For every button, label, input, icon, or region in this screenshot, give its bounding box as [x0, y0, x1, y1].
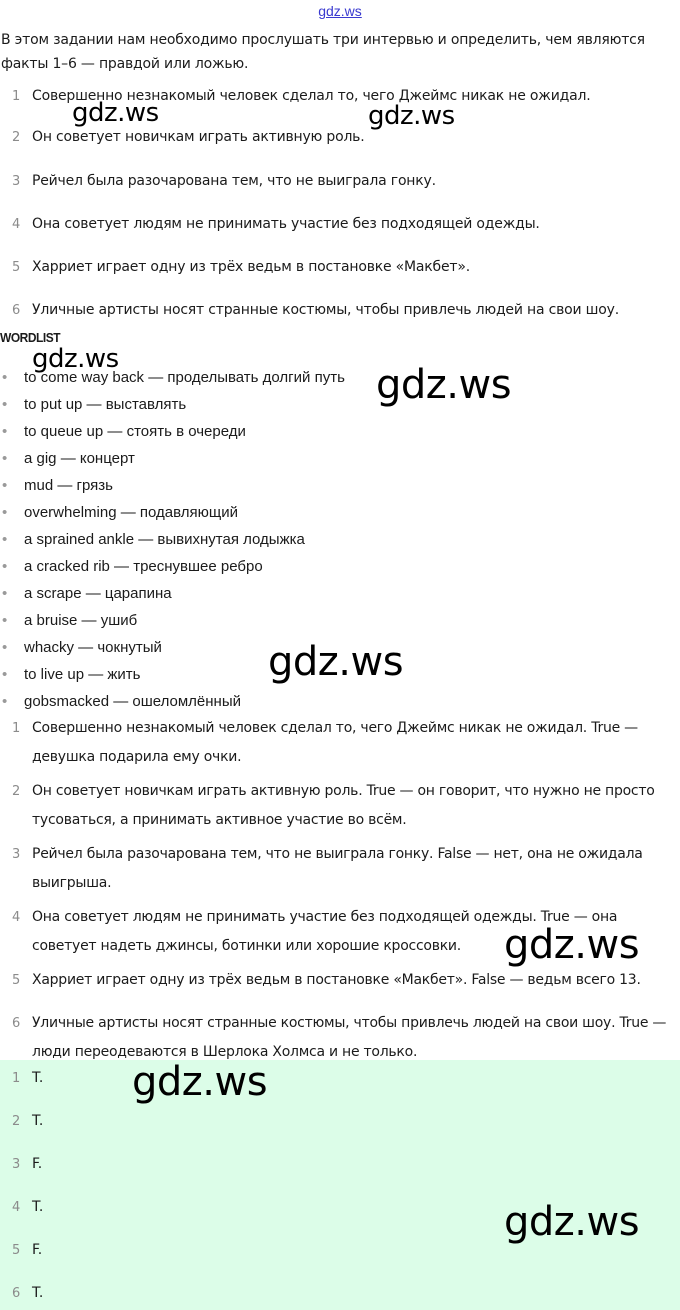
answer-text: Она советует людям не принимать участие без подходящей одежды. True — она советует надеть джинсы, ботинки или хорошие кроссовки.: [32, 909, 618, 954]
answer-text: Уличные артисты носят странные костюмы, чтобы привлечь людей на свои шоу. True — люди переодеваются в Шерлока Холмса и не только.: [32, 1015, 667, 1060]
wordlist-item: [2, 449, 672, 469]
wordlist-item: [2, 476, 672, 496]
bullet-icon: •: [2, 639, 8, 656]
wordlist-heading: WORDLIST: [0, 330, 61, 345]
bullet-icon: •: [2, 558, 8, 575]
answer-item: [12, 840, 680, 898]
bullet-icon: •: [2, 585, 8, 602]
statement-number: 4: [12, 217, 21, 232]
wordlist-item: [2, 503, 672, 523]
final-answers-block: [0, 1060, 680, 1310]
wordlist-text: a scrape — царапина: [24, 585, 172, 602]
wordlist-text: gobsmacked — ошеломлённый: [24, 693, 242, 710]
statement-number: 3: [12, 174, 21, 189]
final-answer-number: 4: [12, 1200, 21, 1215]
wordlist-text: to live up — жить: [24, 666, 141, 683]
final-answer-item: [12, 1154, 42, 1175]
final-answer-item: [12, 1240, 42, 1261]
final-answer-value: F.: [32, 1242, 43, 1258]
bullet-icon: •: [2, 693, 8, 710]
bullet-icon: •: [2, 531, 8, 548]
bullet-icon: •: [2, 666, 8, 683]
answer-number: 2: [12, 784, 21, 799]
wordlist-text: a bruise — ушиб: [24, 612, 138, 629]
bullet-icon: •: [2, 477, 8, 494]
wordlist-text: overwhelming — подавляющий: [24, 504, 238, 521]
final-answer-number: 5: [12, 1243, 21, 1258]
bullet-icon: •: [2, 504, 8, 521]
wordlist-item: [2, 422, 672, 442]
bullet-icon: •: [2, 369, 8, 386]
answer-text: Рейчел была разочарована тем, что не выиграла гонку. False — нет, она не ожидала выигрыша.: [32, 846, 643, 891]
answer-number: 4: [12, 910, 21, 925]
statement-text: Уличные артисты носят странные костюмы, чтобы привлечь людей на свои шоу.: [32, 302, 619, 318]
final-answer-number: 6: [12, 1286, 21, 1301]
wordlist-item: [2, 395, 672, 415]
watermark: gdz.ws: [268, 639, 404, 685]
wordlist-text: to queue up — стоять в очереди: [24, 423, 246, 440]
answer-item: [12, 1009, 680, 1067]
statement-number: 2: [12, 130, 21, 145]
final-answer-number: 2: [12, 1114, 21, 1129]
statement-text: Рейчел была разочарована тем, что не выиграла гонку.: [32, 173, 436, 189]
wordlist-item: [2, 584, 672, 604]
task-intro: В этом задании нам необходимо прослушать три интервью и определить, чем являются факты 1–6 — правдой или ложью.: [1, 32, 645, 72]
wordlist-text: a gig — концерт: [24, 450, 135, 467]
answer-number: 1: [12, 721, 21, 736]
answer-item: [12, 714, 680, 772]
answer-item: [12, 777, 680, 835]
wordlist-text: to come way back — проделывать долгий путь: [24, 369, 345, 386]
final-answer-item: [12, 1283, 43, 1304]
statement-number: 5: [12, 260, 21, 275]
final-answer-item: [12, 1111, 43, 1132]
final-answer-item: [12, 1068, 43, 1089]
final-answer-value: T.: [32, 1285, 44, 1301]
statement-text: Совершенно незнакомый человек сделал то, чего Джеймс никак не ожидал.: [32, 88, 591, 104]
statement-item: [12, 211, 678, 238]
bullet-icon: •: [2, 450, 8, 467]
wordlist-item: [2, 557, 672, 577]
wordlist-item: [2, 611, 672, 631]
watermark: gdz.ws: [132, 1059, 268, 1105]
final-answer-value: T.: [32, 1199, 44, 1215]
wordlist-text: whacky — чокнутый: [24, 639, 162, 656]
watermark: gdz.ws: [376, 362, 512, 408]
final-answer-value: T.: [32, 1070, 44, 1086]
final-answer-item: [12, 1197, 43, 1218]
final-answer-number: 1: [12, 1071, 21, 1086]
statement-number: 6: [12, 303, 21, 318]
watermark: gdz.ws: [72, 98, 159, 128]
statement-item: [12, 254, 678, 281]
wordlist-text: a cracked rib — треснувшее ребро: [24, 558, 263, 575]
watermark: gdz.ws: [504, 922, 640, 968]
final-answer-number: 3: [12, 1157, 21, 1172]
site-top-link[interactable]: gdz.ws: [318, 3, 362, 19]
statement-text: Он советует новичкам играть активную роль.: [32, 129, 365, 145]
answer-item: [12, 966, 680, 995]
answer-number: 5: [12, 973, 21, 988]
answer-text: Он советует новичкам играть активную роль. True — он говорит, что нужно не просто тусоваться, а принимать активное участие во всём.: [32, 783, 655, 828]
statement-number: 1: [12, 89, 21, 104]
final-answer-value: F.: [32, 1156, 43, 1172]
statement-text: Она советует людям не принимать участие без подходящей одежды.: [32, 216, 540, 232]
wordlist-item: [2, 530, 672, 550]
answer-text: Харриет играет одну из трёх ведьм в постановке «Макбет». False — ведьм всего 13.: [32, 972, 641, 988]
answer-number: 6: [12, 1016, 21, 1031]
bullet-icon: •: [2, 612, 8, 629]
watermark: gdz.ws: [504, 1199, 640, 1245]
wordlist-text: a sprained ankle — вывихнутая лодыжка: [24, 531, 305, 548]
statement-text: Харриет играет одну из трёх ведьм в постановке «Макбет».: [32, 259, 470, 275]
wordlist-text: mud — грязь: [24, 477, 113, 494]
answer-text: Совершенно незнакомый человек сделал то, чего Джеймс никак не ожидал. True — девушка подарила ему очки.: [32, 720, 638, 765]
watermark: gdz.ws: [368, 101, 455, 131]
bullet-icon: •: [2, 423, 8, 440]
statement-item: [12, 124, 678, 151]
answer-number: 3: [12, 847, 21, 862]
statement-item: [12, 297, 678, 324]
statement-item: [12, 168, 678, 195]
watermark: gdz.ws: [32, 344, 119, 374]
bullet-icon: •: [2, 396, 8, 413]
final-answer-value: T.: [32, 1113, 44, 1129]
wordlist-text: to put up — выставлять: [24, 396, 187, 413]
wordlist-item: [2, 692, 672, 712]
